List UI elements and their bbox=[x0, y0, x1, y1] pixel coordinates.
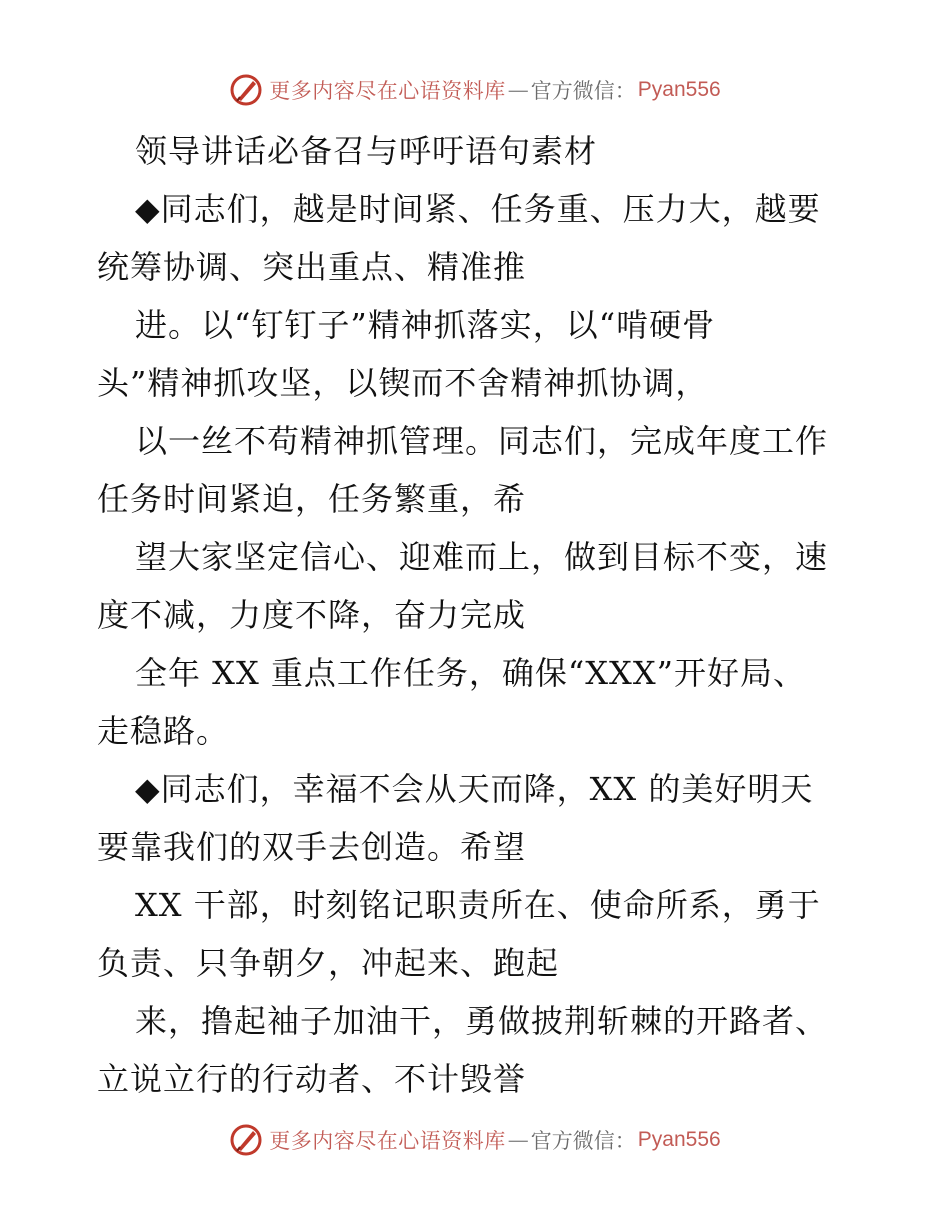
text-line: 来，撸起袖子加油干，勇做披荆斩棘的开路者、 bbox=[135, 1002, 829, 1040]
watermark-separator: — bbox=[507, 78, 529, 102]
text-line: 进。以“钉钉子”精神抓落实，以“啃硬骨 bbox=[135, 306, 716, 344]
watermark-handle: Pyan556 bbox=[637, 78, 721, 101]
text-line: ◆同志们，越是时间紧、任务重、压力大，越要 bbox=[135, 190, 821, 228]
quill-logo-icon bbox=[229, 73, 263, 107]
watermark-text: 更多内容尽在心语资料库 bbox=[269, 1129, 506, 1153]
text-line: XX 干部，时刻铭记职责所在、使命所系，勇于 bbox=[135, 886, 821, 924]
text-line: 头”精神抓攻坚，以锲而不舍精神抓协调， bbox=[97, 364, 709, 402]
text-line: ◆同志们，幸福不会从天而降，XX 的美好明天 bbox=[135, 770, 814, 808]
text-line: 以一丝不苟精神抓管理。同志们，完成年度工作 bbox=[135, 422, 829, 460]
watermark-contact-label: 官方微信： bbox=[530, 1129, 636, 1153]
text-line: 全年 XX 重点工作任务，确保“XXX”开好局、 bbox=[135, 654, 806, 692]
text-line: 要靠我们的双手去创造。希望 bbox=[97, 828, 527, 866]
text-line: 负责、只争朝夕，冲起来、跑起 bbox=[97, 944, 560, 982]
watermark-header bbox=[0, 70, 950, 110]
quill-logo-icon bbox=[229, 1123, 263, 1157]
text-line: 望大家坚定信心、迎难而上，做到目标不变，速 bbox=[135, 538, 829, 576]
document-title: 领导讲话必备召与呼吁语句素材 bbox=[135, 132, 598, 170]
text-line: 任务时间紧迫，任务繁重，希 bbox=[97, 480, 527, 518]
text-line: 度不减，力度不降，奋力完成 bbox=[97, 596, 527, 634]
watermark-separator: — bbox=[507, 1128, 529, 1152]
document-body bbox=[97, 122, 857, 1108]
text-line: 走稳路。 bbox=[97, 712, 230, 750]
watermark-footer bbox=[0, 1120, 950, 1160]
watermark-text: 更多内容尽在心语资料库 bbox=[269, 79, 506, 103]
watermark-contact-label: 官方微信： bbox=[530, 79, 636, 103]
text-line: 立说立行的行动者、不计毁誉 bbox=[97, 1060, 527, 1098]
text-line: 统筹协调、突出重点、精准推 bbox=[97, 248, 527, 286]
watermark-handle: Pyan556 bbox=[637, 1128, 721, 1151]
